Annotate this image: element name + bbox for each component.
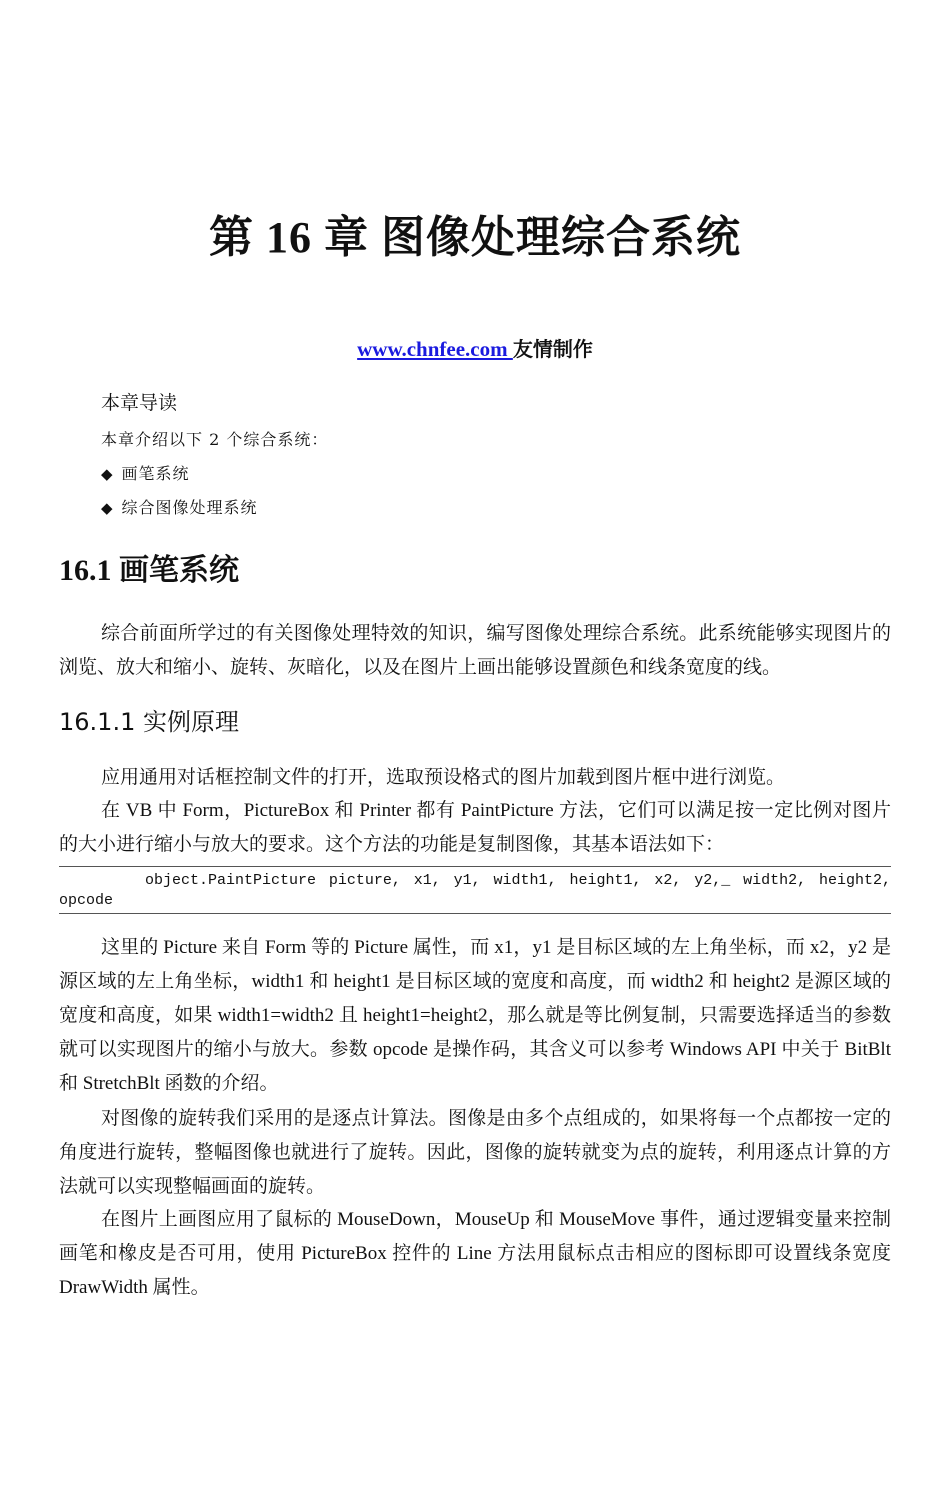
guide-heading: 本章导读 bbox=[101, 392, 178, 414]
subsection-heading: 16.1.1 实例原理 bbox=[59, 708, 239, 736]
section-paragraph: 综合前面所学过的有关图像处理特效的知识，编写图像处理综合系统。此系统能够实现图片的浏览、放大和缩小、旋转、灰暗化，以及在图片上画出能够设置颜色和线条宽度的线。 bbox=[59, 623, 891, 678]
paragraph: 这里的 Picture 来自 Form 等的 Picture 属性，而 x1，y1 是目标区域的左上角坐标，而 x2，y2 是源区域的左上角坐标，width1 和 height1 是目标区域的宽度和高度，而 width2 和 height2 是源区域的宽度和高度，如果 width1=width2 且 height1=height2，那么就是等比例复制，只需要选择适当的参数就可以实现图片的缩小与放大。参数 opcode 是操作码，其含义可以参考 Windows API 中关于 BitBlt 和 StretchBlt 函数的介绍。 bbox=[59, 937, 891, 1094]
paragraph: 对图像的旋转我们采用的是逐点计算法。图像是由多个点组成的，如果将每一个点都按一定的角度进行旋转，整幅图像也就进行了旋转。因此，图像的旋转就变为点的旋转，利用逐点计算的方法就可以实现整幅画面的旋转。 bbox=[59, 1108, 891, 1197]
guide-item bbox=[101, 461, 190, 487]
section-heading: 16.1 画笔系统 bbox=[59, 554, 239, 587]
code-block bbox=[59, 866, 891, 914]
site-link[interactable]: www.chnfee.com bbox=[357, 337, 513, 361]
paragraph: 应用通用对话框控制文件的打开，选取预设格式的图片加载到图片框中进行浏览。 bbox=[101, 767, 786, 788]
guide-item-label: 综合图像处理系统 bbox=[121, 498, 258, 517]
chapter-title: 第 16 章 图像处理综合系统 bbox=[209, 213, 741, 262]
diamond-bullet-icon: ◆ bbox=[101, 499, 114, 517]
paragraph: 在 VB 中 Form，PictureBox 和 Printer 都有 PaintPicture 方法，它们可以满足按一定比例对图片的大小进行缩小与放大的要求。这个方法的功能是复制图像，其基本语法如下： bbox=[59, 800, 891, 855]
paragraph: 在图片上画图应用了鼠标的 MouseDown，MouseUp 和 MouseMove 事件，通过逻辑变量来控制画笔和橡皮是否可用，使用 PictureBox 控件的 Line 方法用鼠标点击相应的图标即可设置线条宽度 DrawWidth 属性。 bbox=[59, 1209, 891, 1298]
guide-item bbox=[101, 495, 258, 521]
guide-item-label: 画笔系统 bbox=[121, 464, 190, 483]
guide-intro: 本章介绍以下 2 个综合系统： bbox=[101, 430, 329, 449]
code-line: opcode bbox=[59, 892, 114, 909]
code-line: object.PaintPicture picture, x1, y1, width1, height1, x2, y2,_ width2, height2, bbox=[145, 872, 891, 889]
credit-line bbox=[0, 334, 950, 364]
diamond-bullet-icon: ◆ bbox=[101, 465, 114, 483]
credit-text: 友情制作 bbox=[512, 337, 593, 361]
